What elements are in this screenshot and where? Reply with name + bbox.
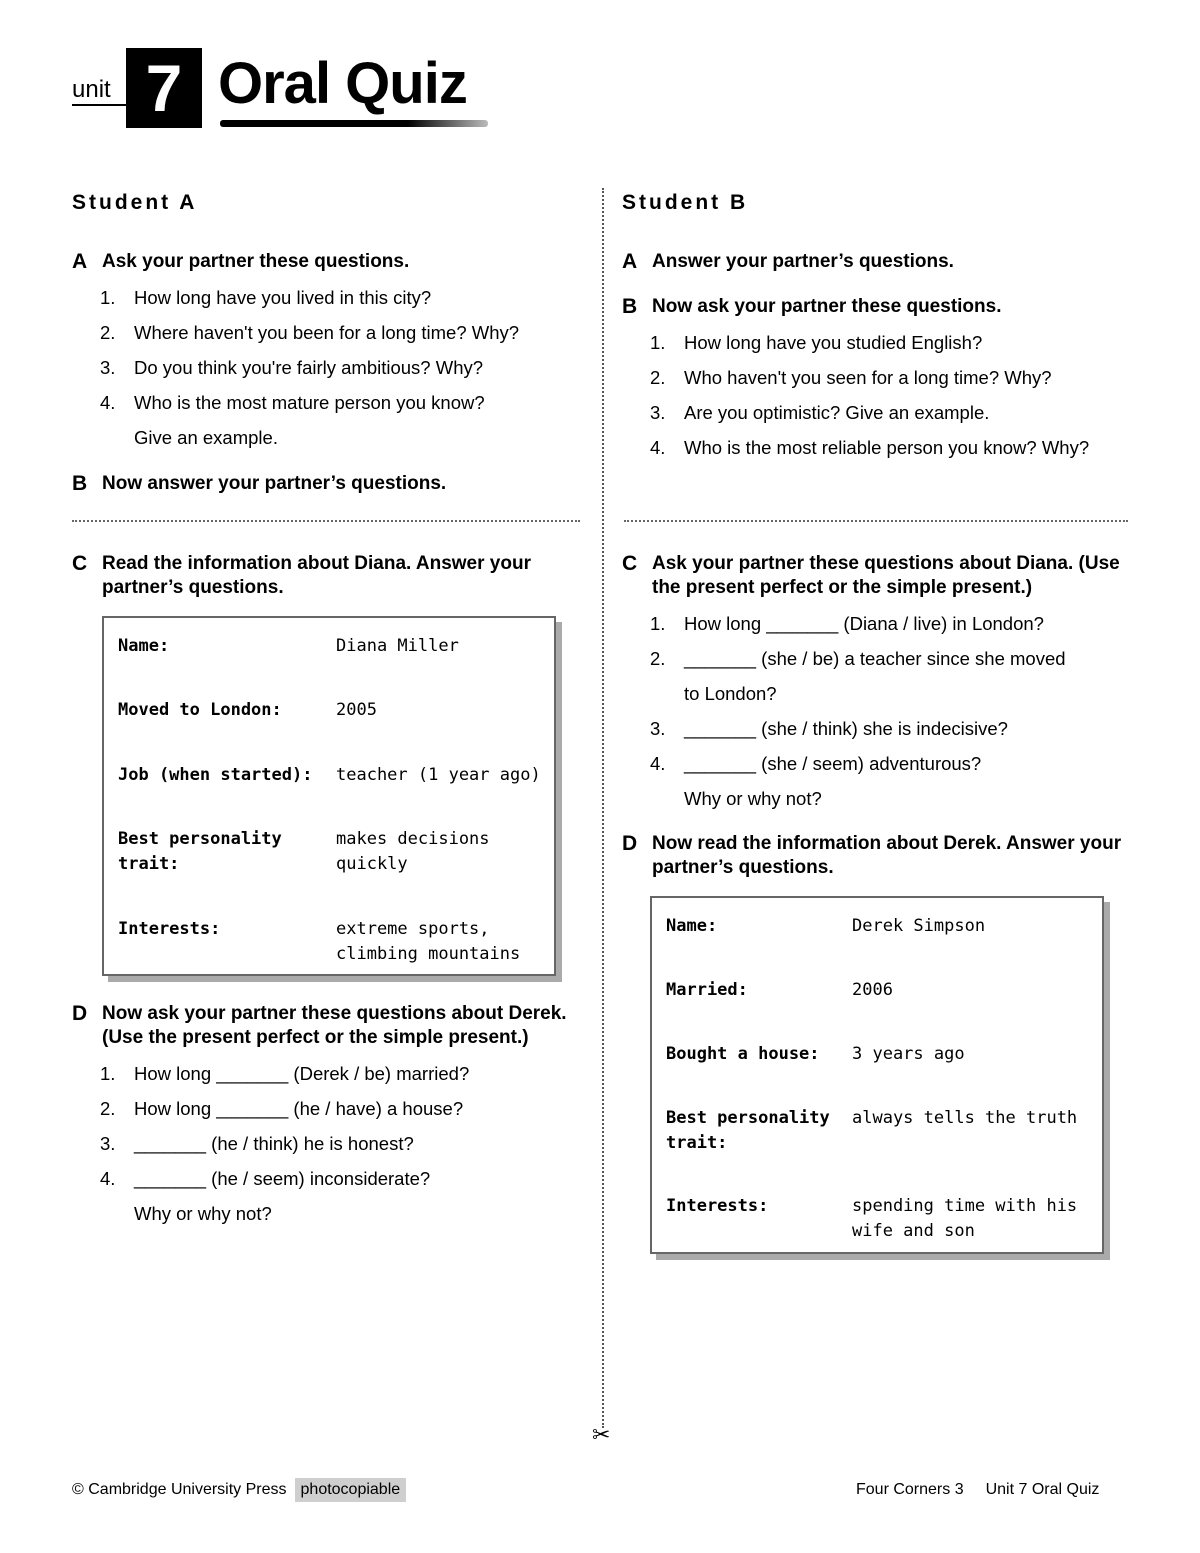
student-a-section-b bbox=[72, 472, 582, 496]
list-item: 3. Are you optimistic? Give an example. bbox=[650, 402, 990, 423]
student-a-heading: Student A bbox=[72, 191, 198, 214]
list-item: 2. How long _______ (he / have) a house? bbox=[100, 1098, 464, 1119]
student-b-section-d bbox=[622, 832, 1132, 880]
list-item: 1. How long _______ (Derek / be) married? bbox=[100, 1063, 470, 1084]
book-title: Four Corners 3 bbox=[856, 1481, 964, 1498]
unit-rule bbox=[72, 104, 128, 106]
list-item: 4. _______ (he / seem) inconsiderate? bbox=[100, 1168, 431, 1189]
section-instruction: Read the information about Diana. Answer your partner’s questions. bbox=[102, 553, 531, 598]
section-letter: A bbox=[72, 250, 88, 273]
section-letter: A bbox=[622, 250, 638, 273]
diana-info-card: Name: Diana Miller Moved to London: 2005 Job (when started): teacher (1 year ago) Best personality trait: makes decisions quickly Interests: extreme sports, climbing mountains bbox=[102, 616, 556, 976]
section-instruction: Answer your partner’s questions. bbox=[652, 251, 954, 272]
question-continuation: to London? bbox=[684, 683, 777, 704]
list-item: 4. _______ (she / seem) adventurous? bbox=[650, 753, 982, 774]
page-title: Oral Quiz bbox=[218, 51, 467, 116]
copyright-text: © Cambridge University Press bbox=[72, 1481, 287, 1498]
divider-left bbox=[72, 520, 580, 522]
title-underline bbox=[220, 120, 488, 127]
section-instruction: Ask your partner these questions about Diana. (Use the present perfect or the simple present.) bbox=[652, 553, 1120, 598]
question-list bbox=[100, 280, 582, 420]
question-continuation: Give an example. bbox=[134, 427, 278, 448]
unit-label: unit bbox=[72, 76, 111, 103]
list-item: 2. Who haven't you seen for a long time? Why? bbox=[650, 367, 1052, 388]
section-instruction: Now ask your partner these questions about Derek. (Use the present perfect or the simple present.) bbox=[102, 1003, 567, 1048]
section-letter: D bbox=[622, 832, 638, 855]
student-b-section-a bbox=[622, 250, 1132, 274]
unit-number: 7 bbox=[126, 48, 202, 128]
question-continuation: Why or why not? bbox=[134, 1203, 272, 1224]
list-item: 1. How long have you lived in this city? bbox=[100, 287, 432, 308]
section-letter: B bbox=[72, 472, 88, 495]
student-b-section-b bbox=[622, 295, 1132, 465]
footer-right bbox=[856, 1478, 1099, 1502]
section-letter: B bbox=[622, 295, 638, 318]
question-list bbox=[650, 606, 1132, 676]
photocopiable-badge: photocopiable bbox=[295, 1478, 407, 1502]
quiz-title: Unit 7 Oral Quiz bbox=[985, 1481, 1100, 1498]
student-b-section-c bbox=[622, 552, 1132, 816]
question-list bbox=[100, 1056, 582, 1196]
footer-left bbox=[72, 1478, 406, 1502]
list-item: 1. How long _______ (Diana / live) in London? bbox=[650, 613, 1044, 634]
list-item: 2. Where haven't you been for a long time? Why? bbox=[100, 322, 520, 343]
section-instruction: Now read the information about Derek. Answer your partner’s questions. bbox=[652, 833, 1122, 878]
student-a-section-d bbox=[72, 1002, 582, 1231]
section-instruction: Ask your partner these questions. bbox=[102, 251, 410, 272]
list-item: 4. Who is the most mature person you know? bbox=[100, 392, 485, 413]
section-letter: D bbox=[72, 1002, 88, 1025]
question-list bbox=[650, 325, 1132, 465]
student-b-heading: Student B bbox=[622, 191, 749, 214]
student-a-section-c bbox=[72, 552, 582, 600]
scissors-icon: ✂ bbox=[592, 1422, 611, 1447]
list-item: 2. _______ (she / be) a teacher since she moved bbox=[650, 648, 1066, 669]
list-item: 3. Do you think you're fairly ambitious? Why? bbox=[100, 357, 484, 378]
section-letter: C bbox=[72, 552, 88, 575]
question-list bbox=[650, 711, 1132, 781]
cut-line bbox=[602, 188, 604, 1428]
list-item: 3. _______ (he / think) he is honest? bbox=[100, 1133, 414, 1154]
section-letter: C bbox=[622, 552, 638, 575]
section-instruction: Now answer your partner’s questions. bbox=[102, 473, 447, 494]
derek-info-card: Name: Derek Simpson Married: 2006 Bought a house: 3 years ago Best personality trait: always tells the truth Interests: spending time with his wife and son bbox=[650, 896, 1104, 1254]
divider-right bbox=[624, 520, 1128, 522]
question-continuation: Why or why not? bbox=[684, 788, 822, 809]
list-item: 3. _______ (she / think) she is indecisive? bbox=[650, 718, 1008, 739]
student-a-section-a bbox=[72, 250, 582, 455]
section-instruction: Now ask your partner these questions. bbox=[652, 296, 1002, 317]
list-item: 4. Who is the most reliable person you know? Why? bbox=[650, 437, 1090, 458]
list-item: 1. How long have you studied English? bbox=[650, 332, 983, 353]
